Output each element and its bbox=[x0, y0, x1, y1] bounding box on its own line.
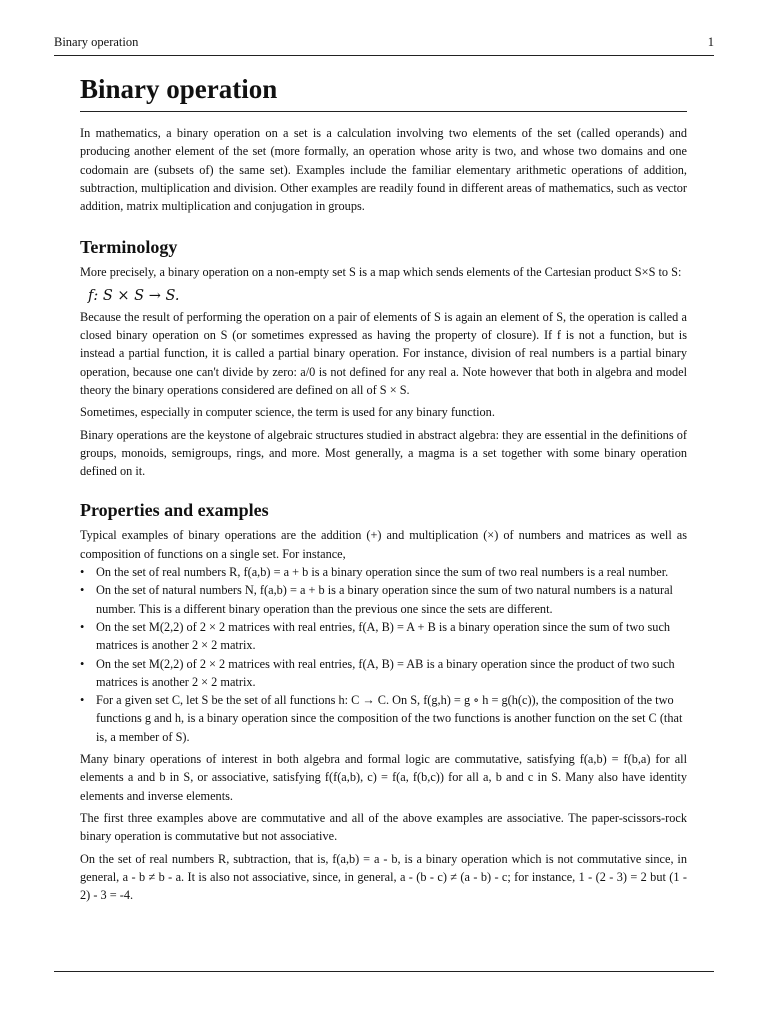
header-rule bbox=[54, 55, 714, 56]
intro-paragraph: In mathematics, a binary operation on a set is a calculation involving two elements of the set (called operands) and producing another element of the set (more formally, an operation whose arity is two, and whose two domains and one codomain are (subsets of) the same set). Examples include the familiar elementary arithmetic operations of addition, subtraction, multiplication and division. Other examples are readily found in different areas of mathematics, such as vector addition, matrix multiplication and conjugation in groups. bbox=[80, 126, 687, 214]
page-number: 1 bbox=[707, 35, 714, 49]
section-heading-properties: Properties and examples bbox=[80, 500, 269, 521]
examples-list bbox=[80, 563, 687, 746]
list-item: • For a given set C, let S be the set of all functions h: C → C. On S, f(g,h) = g ∘ h = g(h(c)), the composition of the two functions g and h, is a binary operation since the composition of the two functions is another function on the set C (that is, a member of S). bbox=[80, 691, 687, 746]
properties-paragraph-4: On the set of real numbers R, subtraction, that is, f(a,b) = a - b, is a binary operation which is not commutative since, in general, a - b ≠ b - a. It is also not associative, since, in general, a - (b - c) ≠ (a - b) - c; for instance, 1 - (2 - 3) = 2 but (1 - 2) - 3 = -4. bbox=[80, 851, 687, 903]
section-heading-terminology: Terminology bbox=[80, 237, 178, 258]
terminology-paragraph-3: Sometimes, especially in computer science, the term is used for any binary function. bbox=[80, 405, 495, 420]
terminology-paragraph-1: More precisely, a binary operation on a non-empty set S is a map which sends elements of the Cartesian product S×S to S: bbox=[80, 265, 682, 280]
list-item: • On the set M(2,2) of 2 × 2 matrices with real entries, f(A, B) = A + B is a binary operation since the sum of two such matrices is another 2 × 2 matrix. bbox=[80, 618, 687, 655]
footer-rule bbox=[54, 971, 714, 972]
running-title: Binary operation bbox=[54, 35, 139, 49]
article-body bbox=[80, 72, 687, 904]
properties-paragraph-2: Many binary operations of interest in both algebra and formal logic are commutative, satisfying f(a,b) = f(b,a) for all elements a and b in S, or associative, satisfying f(f(a,b), c) = f(a, f(b,c)) for all a, b and c in S. Many also have identity elements and inverse elements. bbox=[80, 752, 687, 803]
running-header bbox=[54, 35, 714, 53]
terminology-paragraph-2: Because the result of performing the operation on a pair of elements of S is again an element of S, the operation is called a closed binary operation on S (or sometimes expressed as having the property of closure). If f is not a function, but is instead a partial function, it is called a partial binary operation. For instance, division of real numbers is a partial binary operation, because one can't divide by zero: a/0 is not defined for any real a. Note however that both in algebra and model theory the binary operations considered are defined on all of S × S. bbox=[80, 309, 687, 397]
properties-paragraph-3: The first three examples above are commutative and all of the above examples are associative. The paper-scissors-rock binary operation is commutative but not associative. bbox=[80, 810, 687, 844]
list-item: • On the set of natural numbers N, f(a,b) = a + b is a binary operation since the sum of two natural numbers is a natural number. This is a different binary operation than the previous one since the sets are different. bbox=[80, 581, 687, 618]
properties-paragraph-1: Typical examples of binary operations are the addition (+) and multiplication (×) of numbers and matrices as well as composition of functions on a single set. For instance, bbox=[80, 528, 687, 561]
terminology-paragraph-4: Binary operations are the keystone of algebraic structures studied in abstract algebra: they are essential in the definitions of groups, monoids, semigroups, rings, and more. Most generally, a magma is a set together with some binary operation defined on it. bbox=[80, 427, 687, 479]
list-item: • On the set M(2,2) of 2 × 2 matrices with real entries, f(A, B) = AB is a binary operation since the product of two such matrices is another 2 × 2 matrix. bbox=[80, 655, 687, 692]
list-item: • On the set of real numbers R, f(a,b) = a + b is a binary operation since the sum of two real numbers is a real number. bbox=[80, 563, 687, 581]
formula-map: f: S × S → S. bbox=[88, 287, 180, 304]
page-title: Binary operation bbox=[80, 72, 687, 112]
